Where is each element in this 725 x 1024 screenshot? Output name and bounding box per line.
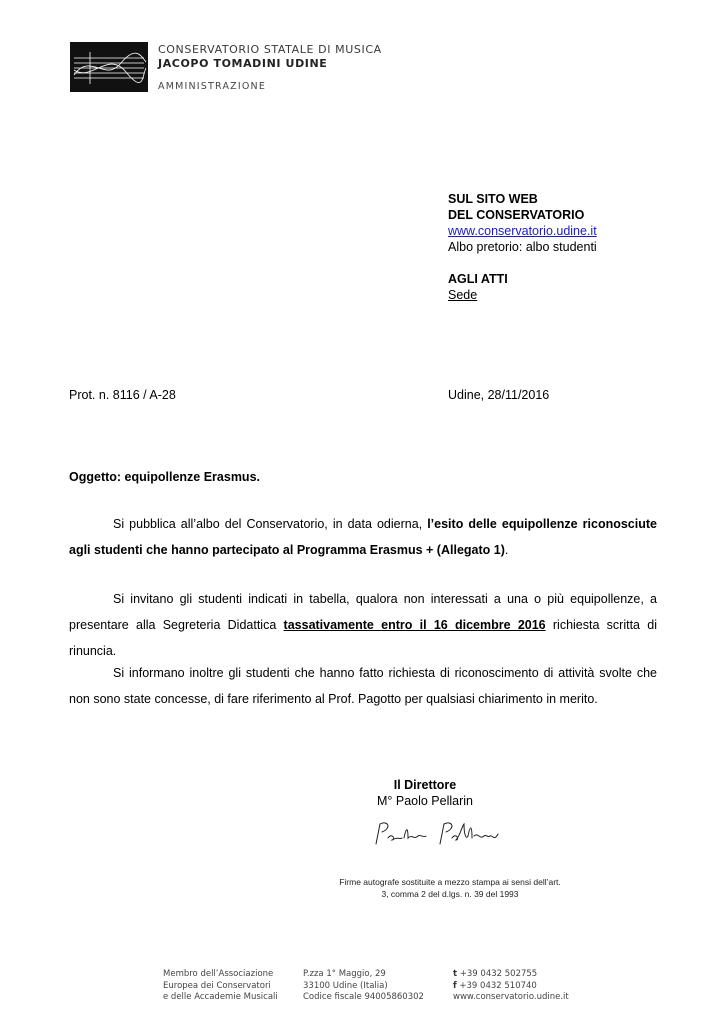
paragraph-1-text: Si pubblica all’albo del Conservatorio, in data odierna, [113, 517, 428, 531]
paragraph-1-end: . [504, 543, 509, 557]
signature-note-line-1: Firme autografe sostituite a mezzo stampa ai sensi dell’art. [339, 877, 561, 887]
recipients-block [448, 191, 597, 303]
paragraph-2-deadline: tassativamente entro il 16 dicembre 2016 [283, 618, 546, 632]
paragraph-2-text: Si invitano gli studenti indicati in tabella, qualora non interessati a una o più equipollenze, a presentare alla Segreteria Didattica [69, 592, 657, 632]
header-line-3: AMMINISTRAZIONE [158, 81, 267, 92]
paragraph-3 [69, 660, 657, 712]
header-line-2: JACOPO TOMADINI UDINE [158, 57, 328, 70]
footer-membership-line-3: e delle Accademie Musicali [163, 992, 278, 1002]
footer-fax-label: f [453, 980, 457, 991]
signature-note [300, 876, 600, 900]
header-line-1: CONSERVATORIO STATALE DI MUSICA [158, 43, 382, 56]
albo-line: Albo pretorio: albo studenti [448, 240, 597, 254]
recipient-line-5: AGLI ATTI [448, 272, 508, 286]
paragraph-1 [69, 511, 657, 563]
footer-membership-line-2: Europea dei Conservatori [163, 980, 271, 991]
footer-membership [163, 969, 278, 1004]
website-link[interactable]: www.conservatorio.udine.it [448, 224, 597, 238]
footer-membership-line-1: Membro dell’Associazione [163, 969, 274, 979]
protocol-number: Prot. n. 8116 / A-28 [69, 388, 176, 402]
subject-line: Oggetto: equipollenze Erasmus. [69, 470, 260, 484]
recipient-line-1: SUL SITO WEB [448, 192, 538, 206]
sede-line: Sede [448, 288, 478, 302]
recipient-line-2: DEL CONSERVATORIO [448, 208, 585, 222]
signature-note-line-2: 3, comma 2 del d.lgs. n. 39 del 1993 [381, 889, 519, 899]
footer-phone: +39 0432 502755 [459, 969, 538, 979]
conservatorio-logo [70, 42, 148, 92]
signatory-title: Il Direttore [393, 778, 457, 792]
paragraph-2-end: richiesta scritta di rinuncia. [69, 618, 657, 658]
footer-address [303, 969, 424, 1004]
footer-address-line-1: P.zza 1° Maggio, 29 [303, 969, 386, 979]
footer-address-line-3: Codice fiscale 94005860302 [303, 992, 424, 1002]
paragraph-1-bold: l’esito delle equipollenze riconosciute agli studenti che hanno partecipato al Programma Erasmus + (Allegato 1) [69, 517, 657, 557]
handwritten-signature [368, 814, 508, 859]
footer-fax: +39 0432 510740 [459, 980, 537, 991]
document-date: Udine, 28/11/2016 [448, 388, 550, 402]
footer-address-line-2: 33100 Udine (Italia) [303, 980, 388, 991]
signatory-name: M° Paolo Pellarin [376, 794, 473, 808]
paragraph-3-text: Si informano inoltre gli studenti che hanno fatto richiesta di riconoscimento di attività svolte che non sono state concesse, di fare riferimento al Prof. Pagotto per qualsiasi chiarimento in merito. [69, 666, 657, 706]
footer-tel-label: t [453, 969, 458, 979]
footer-website: www.conservatorio.udine.it [453, 992, 569, 1002]
paragraph-2 [69, 586, 657, 664]
footer-contacts [453, 969, 569, 1004]
